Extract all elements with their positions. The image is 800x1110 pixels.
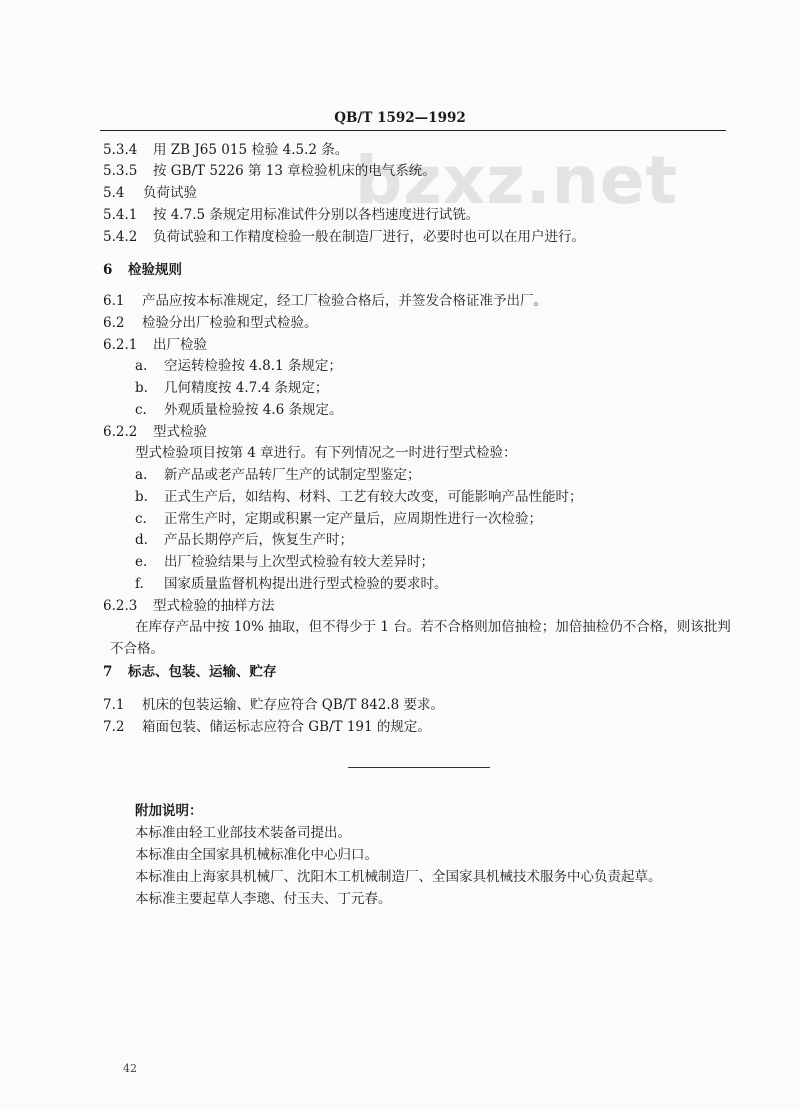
clause-number: 5.3.5: [103, 163, 138, 179]
clause-number: 6.2.3: [103, 598, 138, 614]
section-title: 标志、包装、运输、贮存: [128, 664, 277, 680]
list-marker: c.: [135, 511, 147, 527]
list-marker: b.: [135, 380, 148, 396]
note-line: 本标准由上海家具机械厂、沈阳木工机械制造厂、全国家具机械技术服务中心负责起草。: [135, 869, 662, 885]
clause-number: 6.2: [103, 315, 125, 331]
list-item: 正式生产后，如结构、材料、工艺有较大改变，可能影响产品性能时；: [164, 489, 583, 505]
end-rule: [348, 767, 490, 768]
clause-text: 箱面包装、储运标志应符合 GB/T 191 的规定。: [142, 719, 431, 735]
clause-text: 负荷试验和工作精度检验一般在制造厂进行，必要时也可以在用户进行。: [153, 229, 585, 245]
list-marker: d.: [135, 532, 148, 548]
clause-number: 5.4.1: [103, 207, 138, 223]
clause-text: 按 4.7.5 条规定用标准试件分别以各档速度进行试铣。: [153, 207, 480, 223]
list-item: 产品长期停产后，恢复生产时；: [164, 532, 353, 548]
clause-number: 5.4: [103, 185, 125, 201]
paragraph: 在库存产品中按 10% 抽取，但不得少于 1 台。若不合格则加倍抽检；加倍抽检仍不合格，则该批判: [135, 619, 731, 635]
clause-text: 型式检验的抽样方法: [153, 598, 275, 614]
clause-number: 5.4.2: [103, 229, 138, 245]
notes-title: 附加说明：: [135, 803, 203, 819]
clause-text: 产品应按本标准规定，经工厂检验合格后，并签发合格证准予出厂。: [142, 293, 547, 309]
clause-text: 检验分出厂检验和型式检验。: [142, 315, 318, 331]
clause-text: 出厂检验: [153, 337, 207, 353]
clause-text: 机床的包装运输、贮存应符合 QB/T 842.8 要求。: [142, 697, 445, 713]
clause-number: 6.2.2: [103, 424, 138, 440]
clause-number: 6.1: [103, 293, 125, 309]
list-item: 正常生产时，定期或积累一定产量后，应周期性进行一次检验；: [164, 511, 542, 527]
clause-number: 7.1: [103, 697, 125, 713]
paragraph-continuation: 不合格。: [110, 641, 164, 657]
clause-number: 7.2: [103, 719, 125, 735]
list-item: 国家质量监督机构提出进行型式检验的要求时。: [164, 576, 448, 592]
list-item: 空运转检验按 4.8.1 条规定；: [164, 358, 342, 374]
list-marker: c.: [135, 402, 147, 418]
note-line: 本标准由轻工业部技术装备司提出。: [135, 825, 351, 841]
list-item: 出厂检验结果与上次型式检验有较大差异时；: [164, 554, 434, 570]
list-marker: f.: [135, 576, 144, 592]
paragraph: 型式检验项目按第 4 章进行。有下列情况之一时进行型式检验：: [135, 445, 517, 461]
list-marker: e.: [135, 554, 148, 570]
clause-number: 6.2.1: [103, 337, 138, 353]
clause-text: 型式检验: [153, 424, 207, 440]
list-item: 几何精度按 4.7.4 条规定；: [164, 380, 329, 396]
list-marker: a.: [135, 358, 148, 374]
page-number: 42: [123, 1062, 137, 1075]
list-item: 外观质量检验按 4.6 条规定。: [164, 402, 343, 418]
clause-text: 按 GB/T 5226 第 13 章检验机床的电气系统。: [153, 163, 436, 179]
note-line: 本标准主要起草人李璁、付玉夫、丁元春。: [135, 891, 392, 907]
clause-text: 用 ZB J65 015 检验 4.5.2 条。: [153, 142, 349, 158]
list-marker: b.: [135, 489, 148, 505]
section-number: 7: [103, 664, 113, 680]
list-item: 新产品或老产品转厂生产的试制定型鉴定；: [164, 467, 421, 483]
list-marker: a.: [135, 467, 148, 483]
clause-text: 负荷试验: [143, 185, 197, 201]
section-number: 6: [103, 262, 113, 278]
header-rule: [100, 130, 726, 131]
clause-number: 5.3.4: [103, 142, 138, 158]
document-header: QB/T 1592—1992: [334, 110, 466, 126]
section-title: 检验规则: [128, 262, 182, 278]
note-line: 本标准由全国家具机械标准化中心归口。: [135, 847, 378, 863]
watermark-text: bzxz.net: [355, 142, 679, 219]
